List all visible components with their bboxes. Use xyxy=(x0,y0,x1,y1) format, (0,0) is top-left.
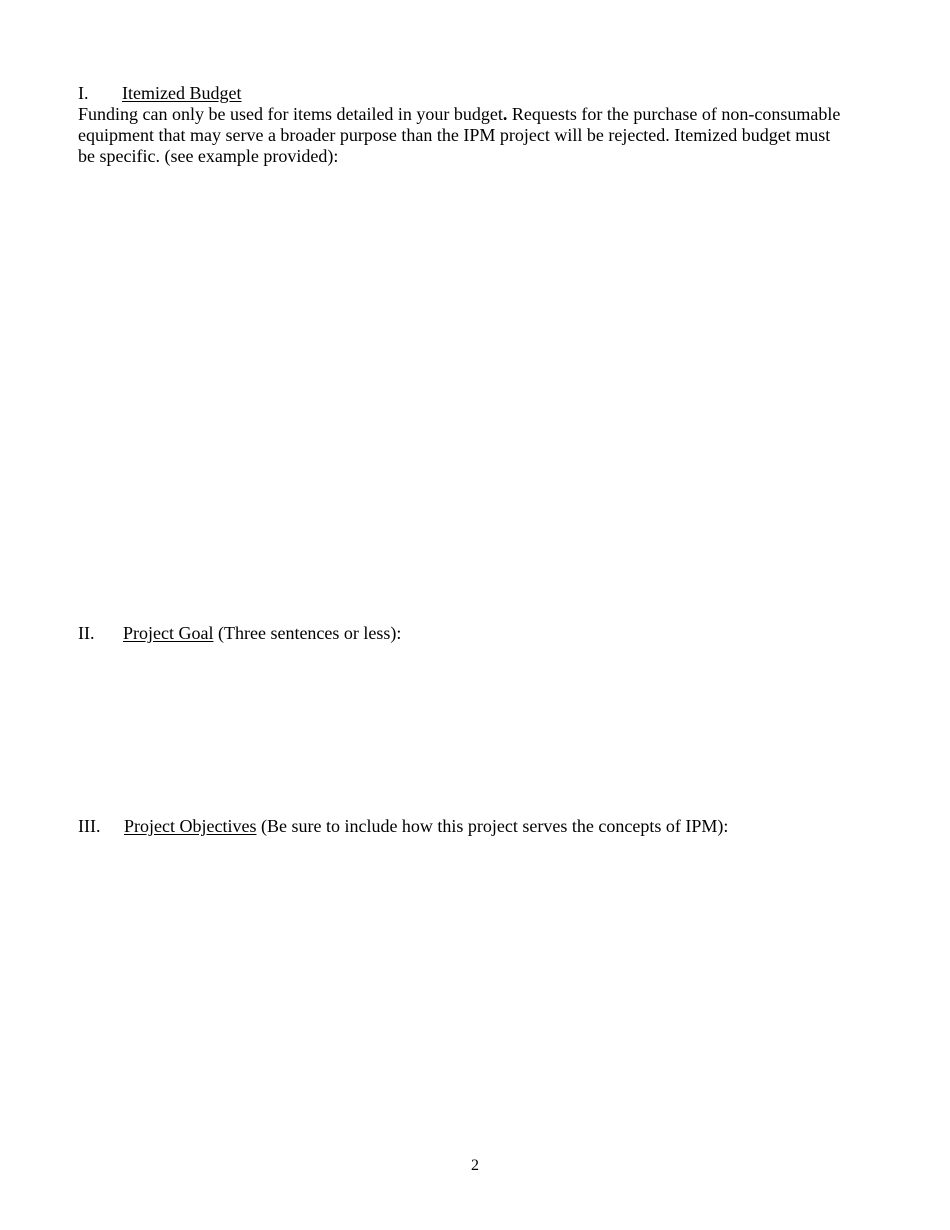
section-2-suffix: (Three sentences or less): xyxy=(213,623,402,643)
paragraph-text: Requests for the purchase of non-consumable xyxy=(507,104,841,124)
section-3-title: Project Objectives xyxy=(124,816,257,836)
section-1-heading xyxy=(78,83,241,104)
page-number: 2 xyxy=(471,1157,479,1174)
section-3-heading xyxy=(78,816,728,837)
section-2-numeral: II. xyxy=(78,623,95,643)
paragraph-line: equipment that may serve a broader purpose than the IPM project will be rejected. Itemized budget must xyxy=(78,125,831,145)
paragraph-bold-period: . xyxy=(502,104,508,124)
section-2-heading xyxy=(78,623,401,644)
section-1-title: Itemized Budget xyxy=(122,83,242,103)
paragraph-line: be specific. (see example provided): xyxy=(78,146,339,166)
paragraph-text: Funding can only be used for items detailed in your budget xyxy=(78,104,503,124)
section-1-paragraph xyxy=(78,104,878,167)
section-3-suffix: (Be sure to include how this project serves the concepts of IPM): xyxy=(256,816,729,836)
section-1-numeral: I. xyxy=(78,83,89,103)
section-2-title: Project Goal xyxy=(123,623,214,643)
paragraph-line xyxy=(78,104,878,125)
section-3-numeral: III. xyxy=(78,816,101,836)
